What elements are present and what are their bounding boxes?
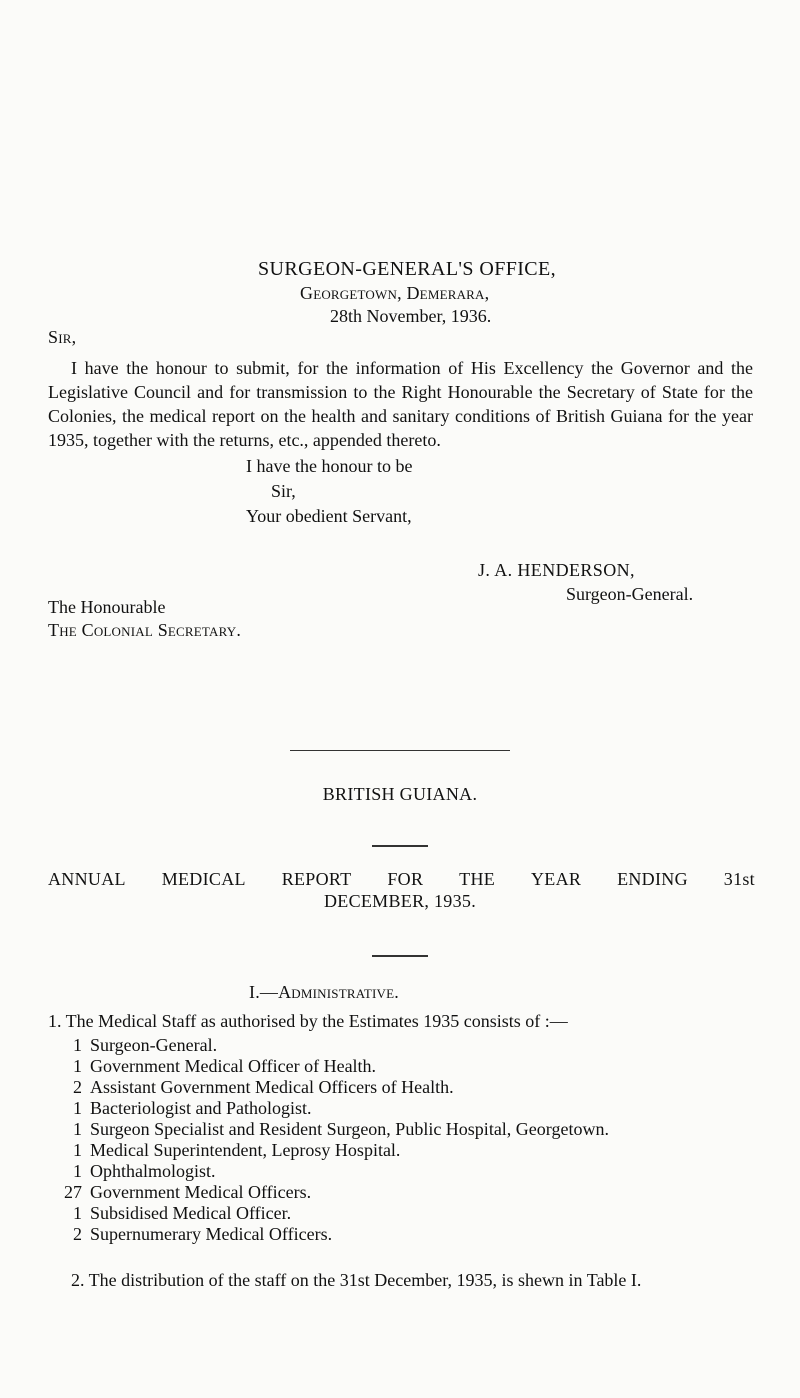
staff-role: Surgeon-General. — [90, 1035, 218, 1055]
office-heading: SURGEON-GENERAL'S OFFICE, — [258, 258, 557, 280]
country-heading: BRITISH GUIANA. — [322, 784, 478, 804]
list-item — [48, 1056, 609, 1077]
staff-role: Ophthalmologist. — [90, 1161, 216, 1181]
staff-role: Medical Superintendent, Leprosy Hospital. — [90, 1140, 401, 1160]
report-title-word: ENDING — [617, 869, 688, 889]
letter-body: I have the honour to submit, for the information of His Excellency the Governor and the Legislative Council and for transmission to the Right Honourable the Secretary of State for the Colonies, the medical report on the health and sanitary conditions of British Guiana for the year 1935, together with the returns, etc., appended thereto. — [48, 358, 753, 450]
staff-count: 1 — [73, 1098, 82, 1118]
report-title-word: YEAR — [530, 869, 582, 889]
report-title-word: REPORT — [281, 869, 352, 889]
report-title-word: FOR — [387, 869, 424, 889]
staff-count: 1 — [73, 1140, 82, 1160]
staff-count: 27 — [64, 1182, 82, 1202]
office-location: Georgetown, Demerara, — [300, 283, 490, 303]
addressee-line-2: The Colonial Secretary. — [48, 620, 242, 640]
signatory-name: J. A. HENDERSON, — [478, 560, 635, 580]
closing-line-1: I have the honour to be — [246, 456, 413, 476]
staff-count: 2 — [73, 1224, 82, 1244]
staff-role: Supernumerary Medical Officers. — [90, 1224, 333, 1244]
report-title-word: ANNUAL — [48, 869, 126, 889]
section-heading: I.—Administrative. — [249, 982, 399, 1002]
list-item — [48, 1119, 609, 1140]
staff-count: 1 — [73, 1203, 82, 1223]
staff-count: 1 — [73, 1119, 82, 1139]
staff-role: Bacteriologist and Pathologist. — [90, 1098, 312, 1118]
staff-count: 1 — [73, 1161, 82, 1181]
staff-role: Government Medical Officers. — [90, 1182, 312, 1202]
salutation: Sir, — [48, 327, 77, 347]
list-item — [48, 1140, 609, 1161]
signatory-title: Surgeon-General. — [566, 584, 694, 604]
staff-role: Surgeon Specialist and Resident Surgeon, Public Hospital, Georgetown. — [90, 1119, 609, 1139]
paragraph-2: 2. The distribution of the staff on the 31st December, 1935, is shewn in Table I. — [71, 1270, 642, 1290]
list-item — [48, 1077, 609, 1098]
staff-count: 1 — [73, 1056, 82, 1076]
list-item — [48, 1098, 609, 1119]
staff-role: Government Medical Officer of Health. — [90, 1056, 377, 1076]
letter-date: 28th November, 1936. — [330, 306, 492, 326]
list-item — [48, 1203, 609, 1224]
report-title-line-1 — [48, 869, 755, 890]
staff-list — [48, 1035, 609, 1245]
addressee-line-1: The Honourable — [48, 597, 166, 617]
list-item — [48, 1035, 609, 1056]
paragraph-1: 1. The Medical Staff as authorised by the Estimates 1935 consists of :— — [48, 1011, 568, 1031]
list-item — [48, 1182, 609, 1203]
report-title-word: MEDICAL — [161, 869, 246, 889]
report-title-word: 31st — [723, 869, 755, 889]
list-item — [48, 1224, 609, 1245]
closing-line-3: Your obedient Servant, — [246, 506, 412, 526]
section-divider — [290, 750, 510, 751]
list-item — [48, 1161, 609, 1182]
staff-count: 2 — [73, 1077, 82, 1097]
closing-line-2: Sir, — [271, 481, 296, 501]
staff-role: Subsidised Medical Officer. — [90, 1203, 292, 1223]
report-title-line-2: DECEMBER, 1935. — [323, 891, 476, 911]
short-rule — [372, 955, 428, 957]
short-rule — [372, 845, 428, 847]
staff-role: Assistant Government Medical Officers of Health. — [90, 1077, 454, 1097]
report-title-word: THE — [459, 869, 496, 889]
staff-count: 1 — [73, 1035, 82, 1055]
